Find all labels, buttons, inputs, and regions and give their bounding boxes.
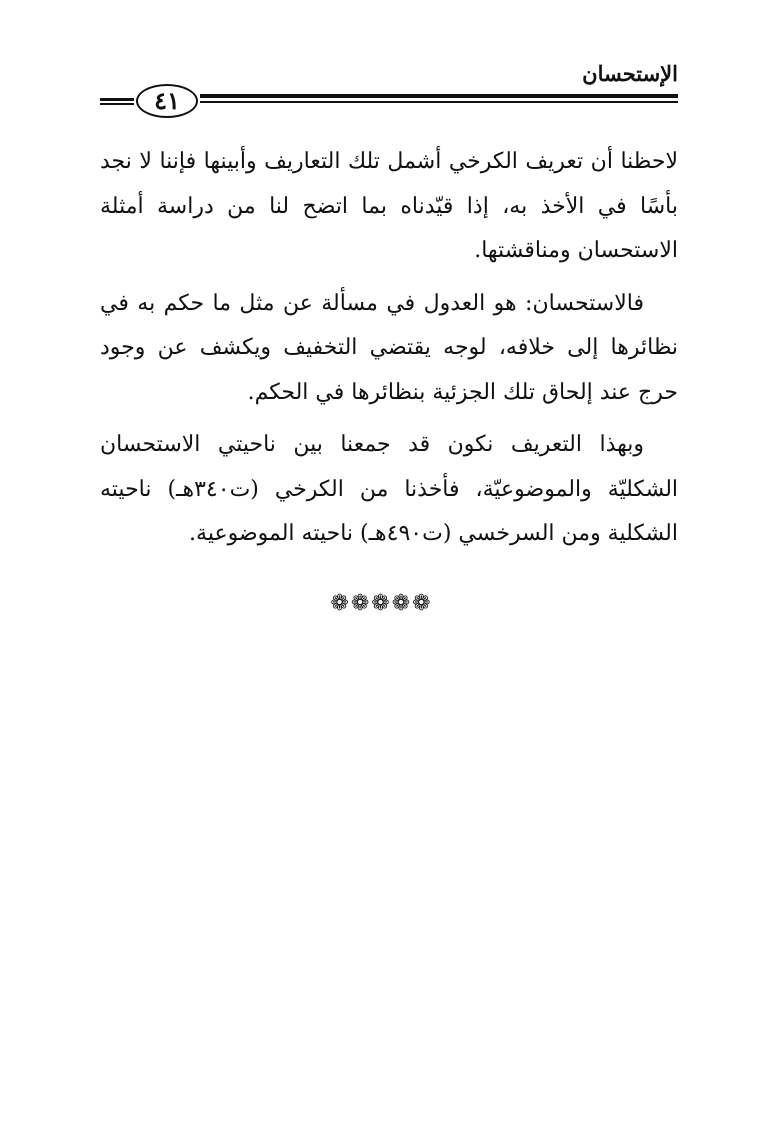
page-header (100, 60, 678, 124)
paragraph-1: لاحظنا أن تعريف الكرخي أشمل تلك التعاريف وأبينها فإننا لا نجد بأسًا في الأخذ به، إذا قيّدناه بما اتضح لنا من دراسة أمثلة الاستحسان ومناقشتها. (100, 149, 678, 263)
page-number (136, 84, 198, 118)
body-text (100, 140, 678, 565)
header-rule-thin (200, 101, 678, 103)
header-rule (200, 94, 678, 104)
paragraph-2: فالاستحسان: هو العدول في مسألة عن مثل ما حكم به في نظائرها إلى خلافه، لوجه يقتضي التخفيف ويكشف عن وجود حرج عند إلحاق تلك الجزئية بنظائرها في الحكم. (100, 290, 678, 405)
flower-ornament-icon: ❁❁❁❁❁ (330, 591, 433, 616)
running-title: الإستحسان (582, 61, 678, 86)
page-number-text: ٤١ (154, 86, 180, 115)
paragraph-3: وبهذا التعريف نكون قد جمعنا بين ناحيتي الاستحسان الشكليّة والموضوعيّة، فأخذنا من الكرخي (ت٣٤٠هـ) ناحيته الشكلية ومن السرخسي (ت٤٩٠هـ) ناحيته الموضوعية. (100, 432, 679, 546)
header-rule-left-thick (100, 98, 134, 101)
header-rule-left (100, 98, 134, 104)
header-rule-left-thin (100, 103, 134, 105)
header-rule-thick (200, 94, 678, 98)
